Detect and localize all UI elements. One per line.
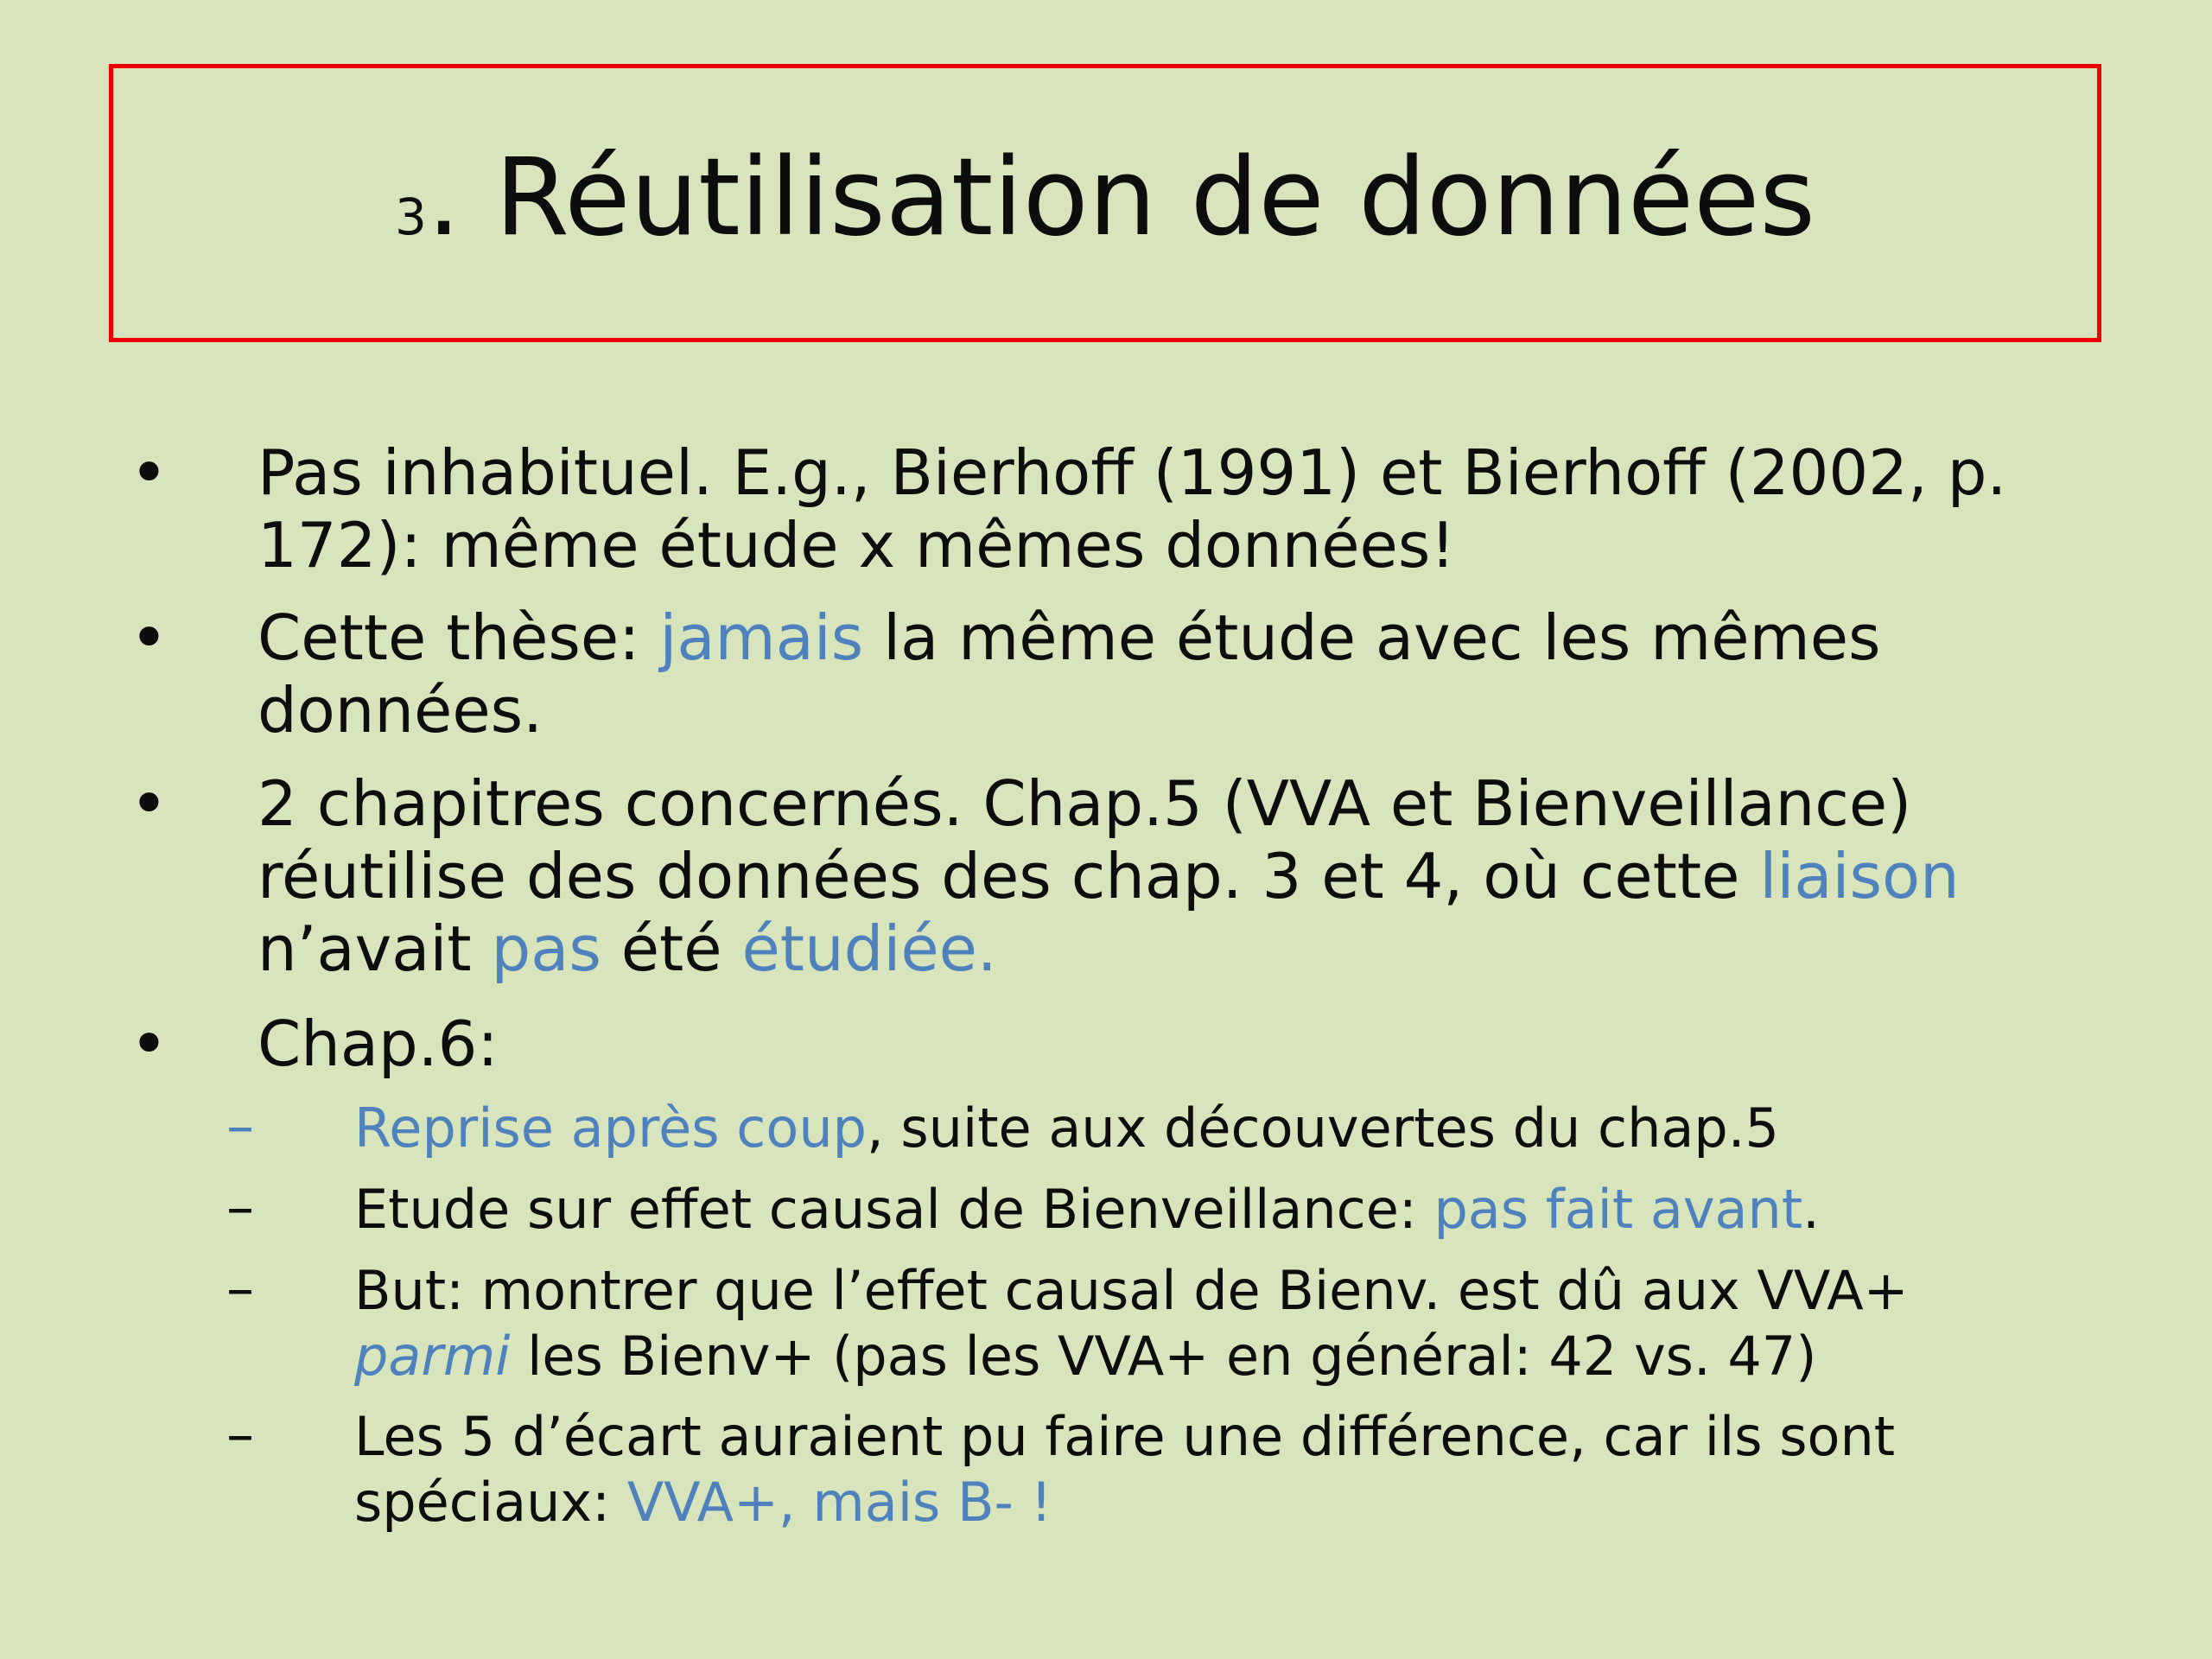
bullet-marker: • xyxy=(130,1005,168,1082)
highlight-text: étudiée. xyxy=(741,912,997,985)
subbullet-text xyxy=(354,1258,1909,1389)
highlight-text: VVA+, mais B- ! xyxy=(626,1471,1052,1534)
text-run: été xyxy=(601,912,742,985)
text-run: spéciaux: xyxy=(354,1471,627,1534)
emphasis-text: parmi xyxy=(354,1325,511,1388)
bullet-marker: • xyxy=(130,765,168,842)
bullet-line: 172): même étude x mêmes données! xyxy=(257,509,1456,582)
subbullet-line: Les 5 d’écart auraient pu faire une différence, car ils sont xyxy=(354,1405,1896,1468)
bullet-marker: • xyxy=(130,434,168,511)
bullet-marker: • xyxy=(130,599,168,676)
text-run: la même étude avec les mêmes xyxy=(863,601,1881,674)
subbullet-text xyxy=(354,1404,1895,1535)
subbullet-line xyxy=(354,1096,1779,1161)
text-run: n’avait xyxy=(257,912,492,985)
highlight-text: pas fait avant xyxy=(1433,1178,1803,1241)
bullet-line: données. xyxy=(257,674,543,747)
bullet-text xyxy=(257,767,1960,985)
bullet-line xyxy=(257,601,1881,674)
subbullet-text xyxy=(354,1177,1820,1243)
title-text: . Réutilisation de données xyxy=(426,136,1816,260)
bullet-line xyxy=(257,840,1960,912)
subbullet-line xyxy=(354,1324,1909,1389)
title-number: 3 xyxy=(394,188,427,246)
dash-marker: – xyxy=(226,1403,254,1467)
highlight-text: Reprise après coup xyxy=(354,1096,867,1160)
bullet-line: 2 chapitres concernés. Chap.5 (VVA et Bienveillance) xyxy=(257,767,1912,840)
text-run: . xyxy=(1802,1178,1820,1241)
bullet-text xyxy=(257,601,1881,747)
dash-marker: – xyxy=(226,1257,254,1321)
highlight-text: jamais xyxy=(659,601,864,674)
dash-marker: – xyxy=(226,1095,254,1159)
bullet-text xyxy=(257,436,2006,582)
bullet-line xyxy=(257,912,1960,985)
subbullet-line xyxy=(354,1470,1895,1535)
subbullet-text xyxy=(354,1096,1779,1161)
bullet-line: Pas inhabituel. E.g., Bierhoff (1991) et Bierhoff (2002, p. xyxy=(257,436,2007,509)
text-run: réutilise des données des chap. 3 et 4, où cette xyxy=(257,840,1760,912)
text-run: Cette thèse: xyxy=(257,601,660,674)
dash-marker: – xyxy=(226,1176,254,1240)
highlight-text: liaison xyxy=(1759,840,1960,912)
highlight-text: pas xyxy=(491,912,601,985)
bullet-line: Chap.6: xyxy=(257,1007,499,1080)
text-run: , suite aux découvertes du chap.5 xyxy=(866,1096,1779,1160)
text-run: Etude sur effet causal de Bienveillance: xyxy=(354,1178,1434,1241)
text-run: les Bienv+ (pas les VVA+ en général: 42 vs. 47) xyxy=(510,1325,1817,1388)
subbullet-line xyxy=(354,1177,1820,1243)
subbullet-line: But: montrer que l’effet causal de Bienv. est dû aux VVA+ xyxy=(354,1259,1909,1322)
bullet-text xyxy=(257,1007,499,1080)
